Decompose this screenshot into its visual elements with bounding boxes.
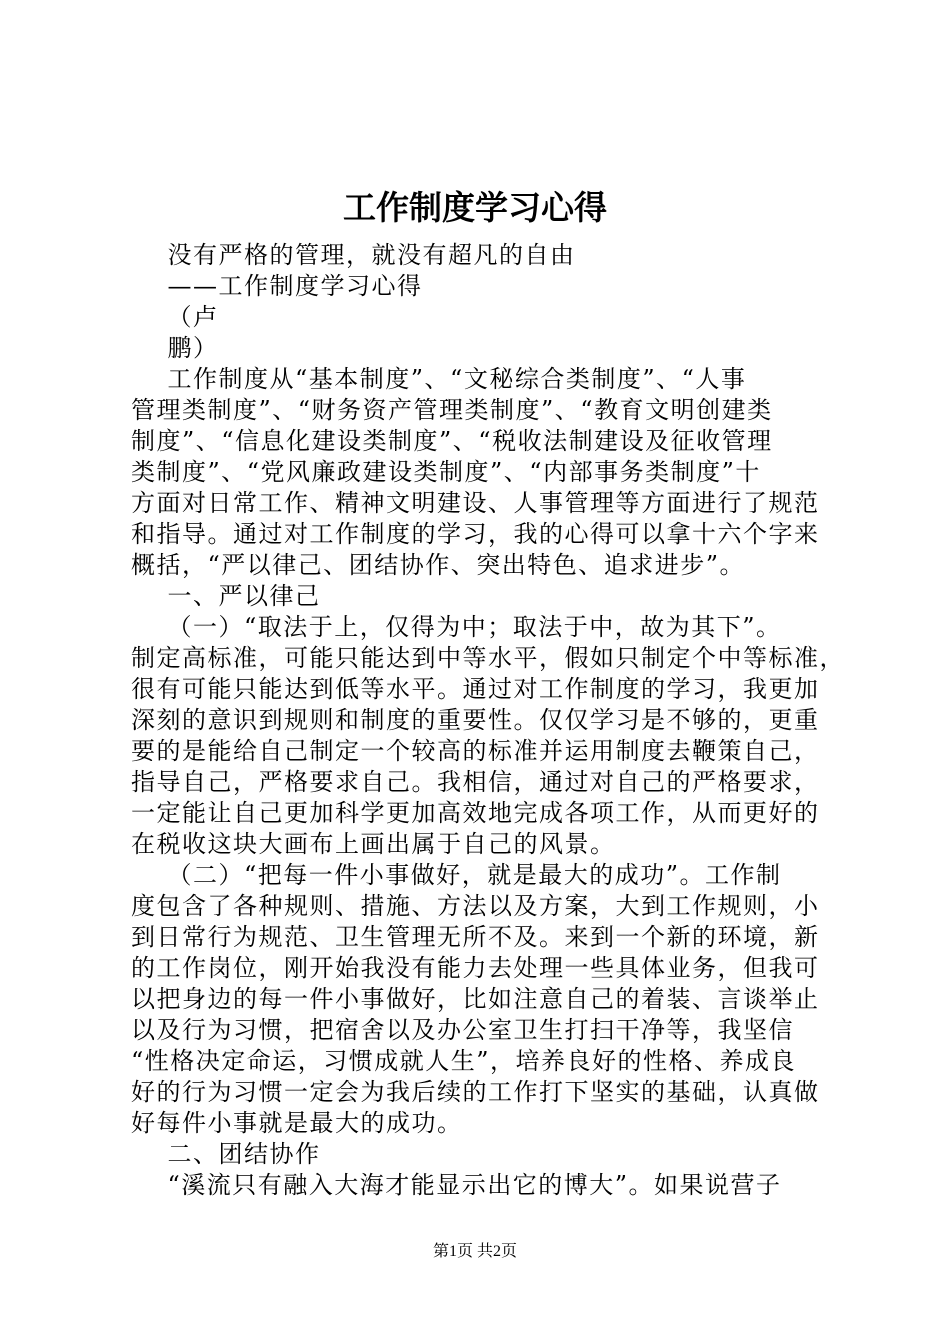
text-line: 二、团结协作	[131, 1140, 321, 1168]
text-line: 在税收这块大画布上画出属于自己的风景。	[131, 830, 616, 858]
text-line: （一）“取法于上，仅得为中；取法于中，故为其下”。	[131, 613, 782, 641]
text-line: 深刻的意识到规则和制度的重要性。仅仅学习是不够的，更重	[131, 706, 820, 734]
text-line: “溪流只有融入大海才能显示出它的博大”。如果说营子	[131, 1171, 782, 1199]
text-line: （二）“把每一件小事做好，就是最大的成功”。工作制	[131, 861, 782, 889]
text-line: 概括，“严以律己、团结协作、突出特色、追求进步”。	[131, 551, 746, 579]
text-line: 好每件小事就是最大的成功。	[131, 1109, 463, 1137]
text-line: 指导自己，严格要求自己。我相信，通过对自己的严格要求，	[131, 768, 820, 796]
text-line: 工作制度从“基本制度”、“文秘综合类制度”、“人事	[131, 365, 747, 393]
text-line: 方面对日常工作、精神文明建设、人事管理等方面进行了规范	[131, 489, 820, 517]
text-line: 度包含了各种规则、措施、方法以及方案，大到工作规则，小	[131, 892, 820, 920]
text-line: ——工作制度学习心得	[131, 272, 423, 300]
document-body	[131, 240, 845, 1201]
text-line: 类制度”、“党风廉政建设类制度”、“内部事务类制度”十	[131, 458, 761, 486]
text-line: 要的是能给自己制定一个较高的标准并运用制度去鞭策自己，	[131, 737, 820, 765]
text-line: 管理类制度”、“财务资产管理类制度”、“教育文明创建类	[131, 396, 773, 424]
text-line: “性格决定命运，习惯成就人生”，培养良好的性格、养成良	[131, 1047, 797, 1075]
text-line: （卢	[131, 303, 219, 331]
text-line: 一、严以律己	[131, 582, 321, 610]
text-line: 以及行为习惯，把宿舍以及办公室卫生打扫干净等，我坚信	[131, 1016, 794, 1044]
text-line: 制定高标准，可能只能达到中等水平，假如只制定个中等标准，	[131, 644, 845, 672]
text-line: 很有可能只能达到低等水平。通过对工作制度的学习，我更加	[131, 675, 820, 703]
page-footer: 第1页 共2页	[432, 1243, 517, 1260]
text-line: 好的行为习惯一定会为我后续的工作打下坚实的基础，认真做	[131, 1078, 820, 1106]
document-title: 工作制度学习心得	[343, 188, 607, 227]
text-line: 鹏）	[131, 334, 219, 362]
text-line: 制度”、“信息化建设类制度”、“税收法制建设及征收管理	[131, 427, 773, 455]
text-line: 一定能让自己更加科学更加高效地完成各项工作，从而更好的	[131, 799, 820, 827]
text-line: 以把身边的每一件小事做好，比如注意自己的着装、言谈举止	[131, 985, 820, 1013]
text-line: 到日常行为规范、卫生管理无所不及。来到一个新的环境，新	[131, 923, 820, 951]
text-line: 的工作岗位，刚开始我没有能力去处理一些具体业务，但我可	[131, 954, 820, 982]
text-line: 和指导。通过对工作制度的学习，我的心得可以拿十六个字来	[131, 520, 820, 548]
text-line: 没有严格的管理，就没有超凡的自由	[131, 241, 576, 269]
